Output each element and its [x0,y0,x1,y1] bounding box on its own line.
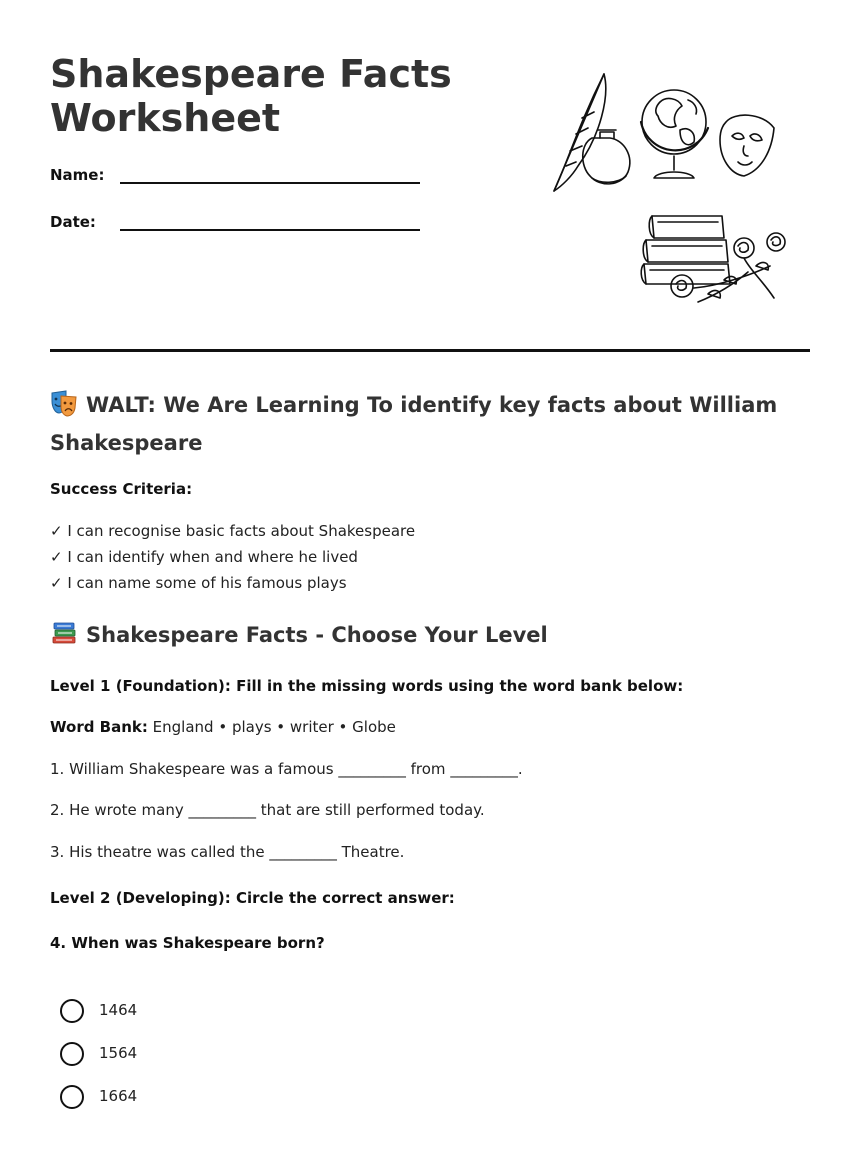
criteria-item: ✓ I can name some of his famous plays [50,574,347,592]
date-field-row [50,213,430,237]
facts-heading-text: Shakespeare Facts - Choose Your Level [86,623,548,647]
answer-option-3[interactable] [60,1084,260,1110]
success-criteria-title: Success Criteria: [50,480,193,498]
option-label: 1564 [99,1044,138,1062]
date-write-line[interactable] [120,229,420,231]
success-criteria-list [50,518,415,596]
name-label: Name: [50,166,105,184]
answer-option-1[interactable] [60,998,260,1024]
header-divider [50,349,810,352]
quill-ink-icon [554,74,630,191]
facts-heading [50,617,810,653]
word-bank-words: England • plays • writer • Globe [152,718,396,736]
theatre-mask-icon [720,115,774,176]
radio-circle[interactable] [60,1042,84,1066]
criteria-item: ✓ I can identify when and where he lived [50,548,358,566]
date-label: Date: [50,213,96,231]
walt-heading-text: WALT: We Are Learning To identify key facts about William Shakespeare [50,393,778,455]
page-title: Shakespeare Facts Worksheet [50,52,452,140]
word-bank-label: Word Bank: [50,718,148,736]
fill-question-3[interactable]: 3. His theatre was called the _________ Theatre. [50,843,405,861]
theatre-masks-icon [50,389,78,417]
level1-title: Level 1 (Foundation): Fill in the missing words using the word bank below: [50,677,684,695]
shakespeare-illustrations [548,66,798,312]
name-field-row [50,166,430,190]
question-4: 4. When was Shakespeare born? [50,934,325,952]
fill-question-1[interactable]: 1. William Shakespeare was a famous _________ from _________. [50,760,523,778]
walt-heading [50,386,810,462]
criteria-item: ✓ I can recognise basic facts about Shakespeare [50,522,416,540]
books-icon [50,619,78,647]
radio-circle[interactable] [60,1085,84,1109]
option-label: 1464 [99,1001,138,1019]
level2-title: Level 2 (Developing): Circle the correct answer: [50,889,455,907]
globe-icon [641,90,708,178]
option-label: 1664 [99,1087,138,1105]
word-bank [50,718,396,736]
books-roses-icon [641,216,785,302]
fill-question-2[interactable]: 2. He wrote many _________ that are still performed today. [50,801,485,819]
name-write-line[interactable] [120,182,420,184]
answer-option-2[interactable] [60,1041,260,1067]
radio-circle[interactable] [60,999,84,1023]
